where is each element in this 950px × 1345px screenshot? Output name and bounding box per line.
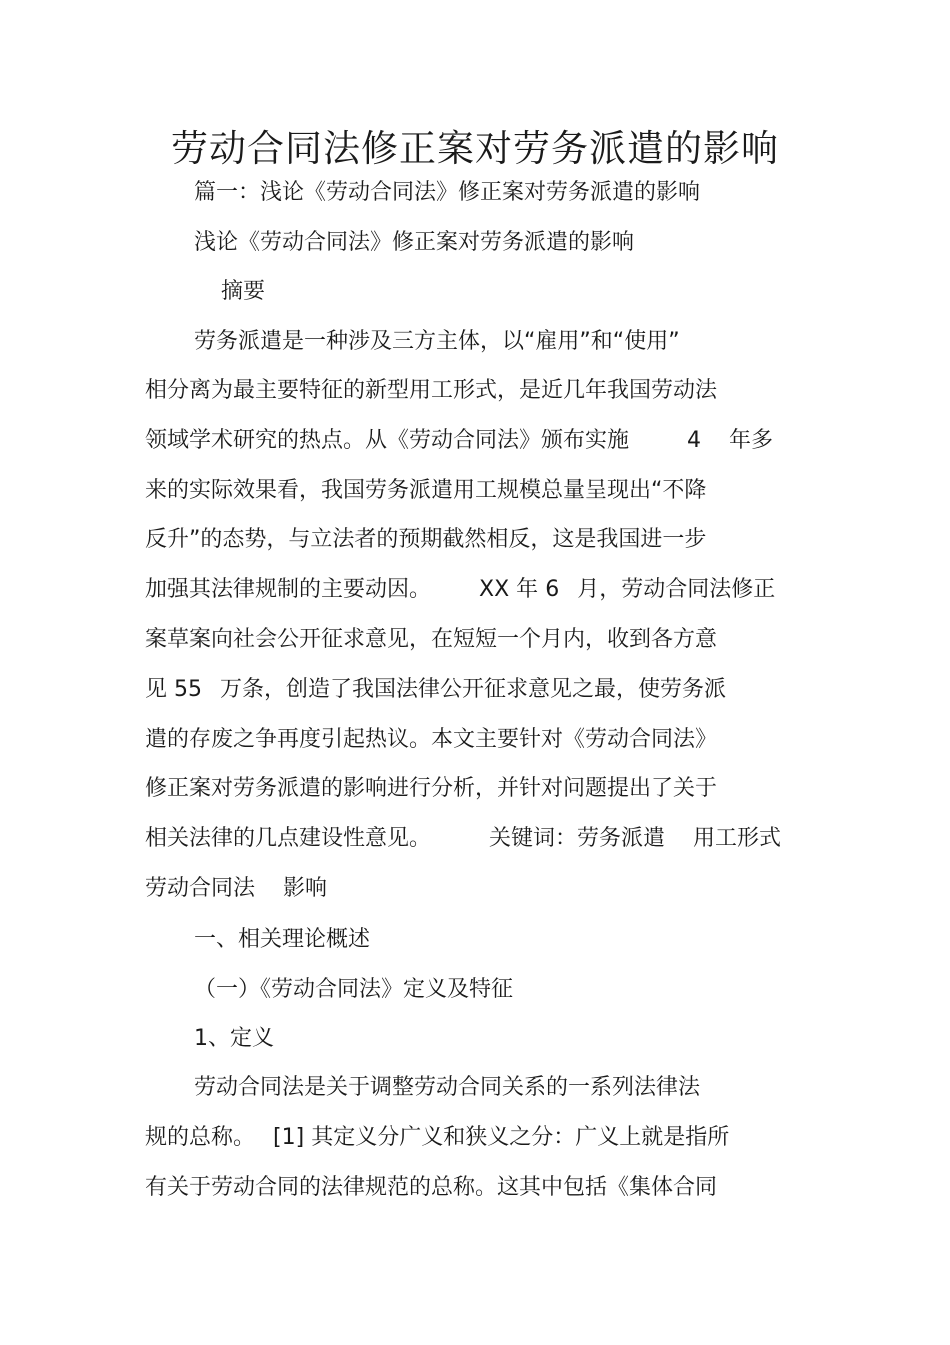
- document-title: 劳动合同法修正案对劳务派遣的影响: [171, 127, 779, 170]
- abstract-line-8-text: 万条，创造了我国法律公开征求意见之最，使劳务派: [220, 677, 727, 702]
- keyword-3: 劳动合同法: [145, 876, 256, 901]
- abstract-line-8-head: 见: [145, 677, 168, 702]
- abstract-line-5: 反升”的态势，与立法者的预期截然相反，这是我国进一步: [145, 527, 707, 552]
- abstract-line-3-num: 4: [687, 428, 702, 453]
- abstract-line-10: 修正案对劳务派遣的影响进行分析，并针对问题提出了关于: [145, 776, 718, 801]
- abstract-line-8-num: 55: [174, 677, 203, 702]
- body-line-2: [145, 1123, 729, 1153]
- body-line-3: 有关于劳动合同的法律规范的总称。这其中包括《集体合同: [145, 1175, 718, 1200]
- abstract-line-8: [145, 675, 726, 705]
- abstract-line-6-tail: 月，劳动合同法修正: [577, 577, 776, 602]
- body-line-1: 劳动合同法是关于调整劳动合同关系的一系列法律法: [194, 1075, 701, 1100]
- keyword-4: 影响: [283, 876, 328, 901]
- abstract-line-2: 相分离为最主要特征的新型用工形式，是近几年我国劳动法: [145, 378, 718, 403]
- section-heading-1: 一、相关理论概述: [194, 927, 371, 952]
- subtitle: 篇一：浅论《劳动合同法》修正案对劳务派遣的影响: [194, 180, 701, 205]
- section-heading-1-1-1: 1、定义: [194, 1026, 274, 1051]
- section-heading-1-1: （一）《劳动合同法》定义及特征: [194, 977, 514, 1002]
- abstract-line-6-text: 加强其法律规制的主要动因。: [145, 577, 432, 602]
- abstract-line-7: 案草案向社会公开征求意见，在短短一个月内，收到各方意: [145, 627, 718, 652]
- abstract-line-6: [145, 575, 775, 605]
- keywords-line-2: [145, 874, 327, 904]
- keyword-1: 劳务派遣: [577, 826, 666, 851]
- abstract-line-3: [145, 426, 773, 456]
- abstract-line-1: 劳务派遣是一种涉及三方主体，以“雇用”和“使用”: [194, 329, 680, 354]
- body-line-2-tail: 其定义分广义和狭义之分：广义上就是指所: [311, 1125, 730, 1150]
- keyword-2: 用工形式: [693, 826, 782, 851]
- citation-marker: [1]: [273, 1125, 305, 1150]
- abstract-line-11: [145, 824, 781, 854]
- abstract-line-9: 遣的存废之争再度引起热议。本文主要针对《劳动合同法》: [145, 727, 718, 752]
- abstract-line-6-xx: XX: [479, 577, 510, 602]
- abstract-line-3-tail: 年多: [729, 428, 774, 453]
- abstract-label: 摘要: [221, 279, 266, 304]
- abstract-line-3-text: 领域学术研究的热点。从《劳动合同法》颁布实施: [145, 428, 630, 453]
- body-line-2-text: 规的总称。: [145, 1125, 256, 1150]
- abstract-line-6-nian: 年: [516, 577, 539, 602]
- abstract-line-11-text: 相关法律的几点建设性意见。: [145, 826, 432, 851]
- article-heading: 浅论《劳动合同法》修正案对劳务派遣的影响: [194, 230, 635, 255]
- abstract-line-4: 来的实际效果看，我国劳务派遣用工规模总量呈现出“不降: [145, 478, 707, 503]
- keywords-label: 关键词：: [489, 826, 578, 851]
- abstract-line-6-num: 6: [545, 577, 560, 602]
